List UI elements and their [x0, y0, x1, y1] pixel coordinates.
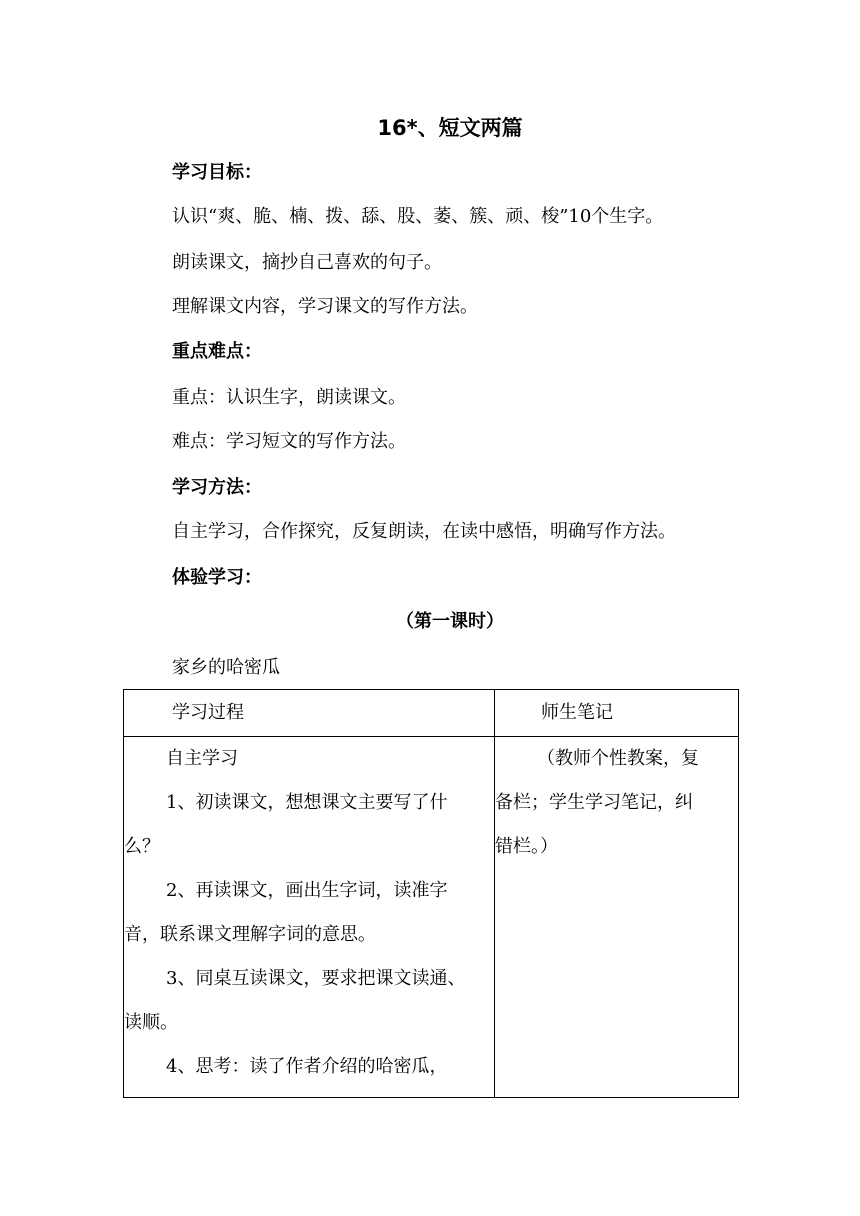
header-cell-process	[124, 690, 495, 737]
table-body-row	[124, 737, 739, 1098]
difficulty-item-hard: 难点：学习短文的写作方法。	[172, 431, 406, 452]
notes-line: 备栏；学生学习笔记，纠	[495, 792, 693, 813]
goals-heading: 学习目标：	[172, 162, 262, 183]
process-line: 1、初读课文，想想课文主要写了什	[166, 792, 448, 813]
lesson-subtitle: 家乡的哈密瓜	[172, 657, 280, 678]
notes-cell	[495, 737, 739, 1098]
table-header-row	[124, 690, 739, 737]
process-line: 么？	[124, 836, 160, 857]
process-line: 读顺。	[124, 1012, 178, 1033]
process-cell	[124, 737, 495, 1098]
process-line: 3、同桌互读课文，要求把课文读通、	[166, 968, 466, 989]
process-line: 自主学习	[166, 748, 238, 769]
document-title: 16*、短文两篇	[377, 116, 523, 140]
goal-item-3: 理解课文内容，学习课文的写作方法。	[172, 296, 478, 317]
lesson-label: （第一课时）	[396, 611, 504, 632]
method-heading: 学习方法：	[172, 477, 262, 498]
difficulty-heading: 重点难点：	[172, 341, 262, 362]
header-cell-notes	[495, 690, 739, 737]
process-line: 4、思考：读了作者介绍的哈密瓜，	[166, 1056, 448, 1077]
process-line: 2、再读课文，画出生字词，读准字	[166, 880, 448, 901]
difficulty-item-key: 重点：认识生字，朗读课文。	[172, 387, 406, 408]
experience-heading: 体验学习：	[172, 567, 262, 588]
header-notes-label: 师生笔记	[541, 702, 613, 723]
method-text: 自主学习，合作探究，反复朗读，在读中感悟，明确写作方法。	[172, 521, 676, 542]
process-line: 音，联系课文理解字词的意思。	[124, 924, 376, 945]
study-plan-table	[123, 689, 739, 1098]
notes-line: （教师个性教案，复	[537, 748, 699, 769]
goal-item-1: 认识“爽、脆、楠、拨、舔、股、萎、簇、顽、梭”10个生字。	[172, 206, 664, 227]
header-process-label: 学习过程	[172, 702, 244, 723]
notes-line: 错栏。）	[495, 836, 558, 857]
goal-item-2: 朗读课文，摘抄自己喜欢的句子。	[172, 252, 442, 273]
